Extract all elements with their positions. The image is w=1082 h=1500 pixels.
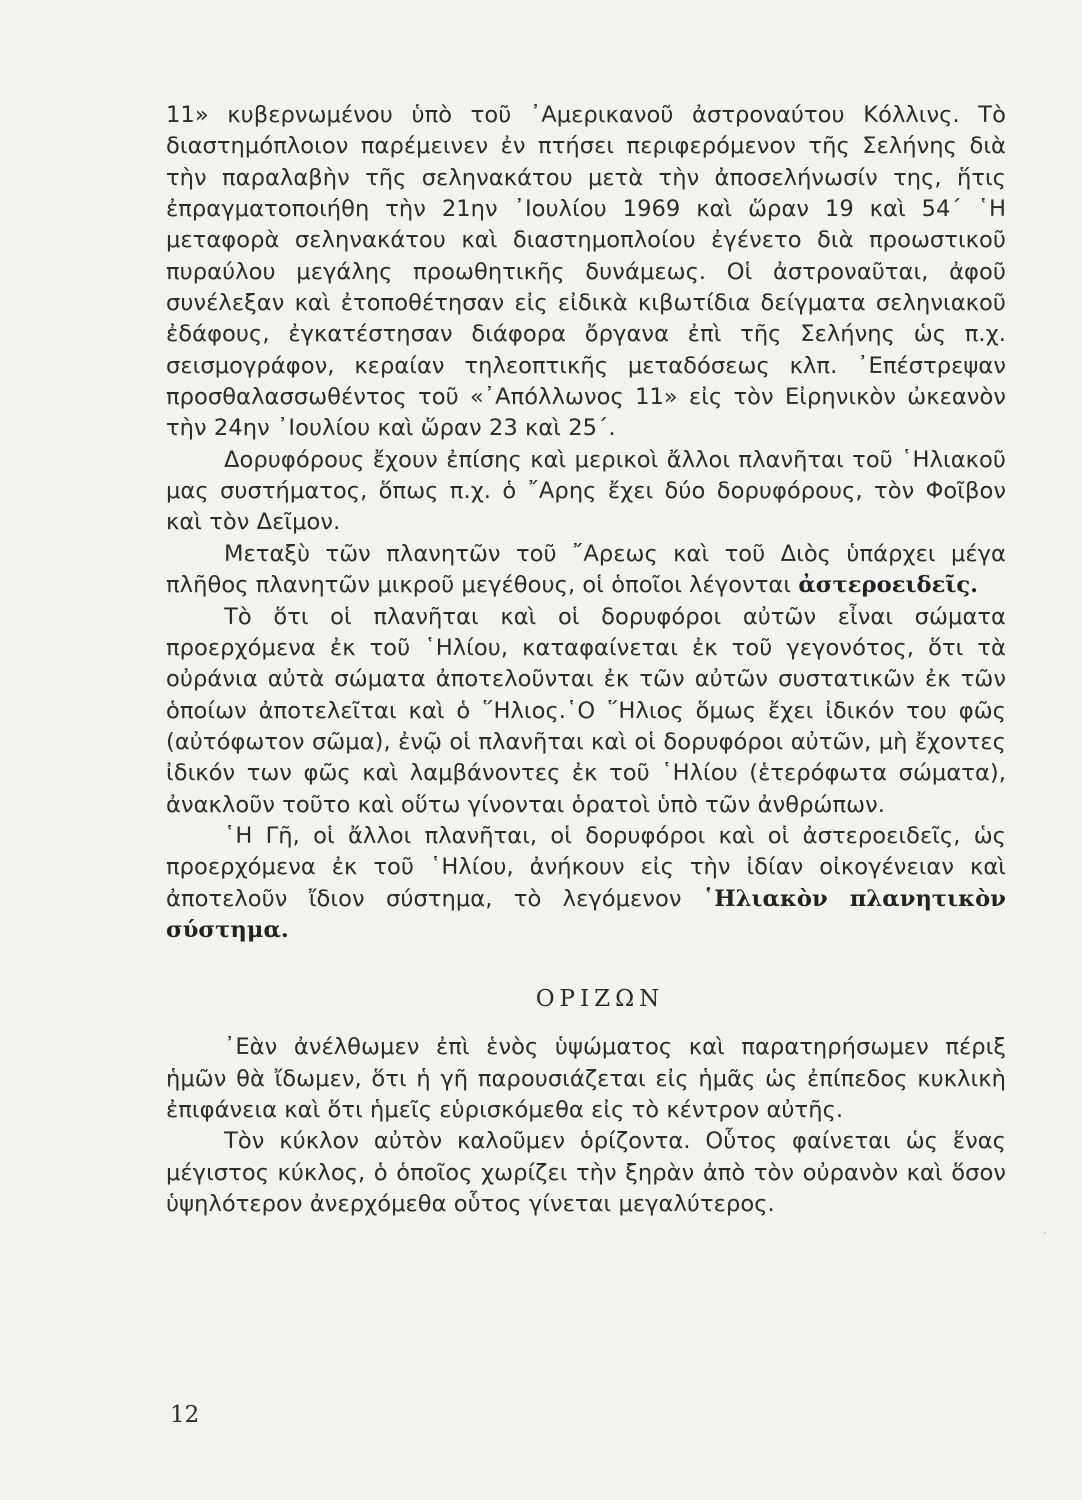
- paragraph-asteroids: [166, 539, 1006, 602]
- paragraph-sun-origin: Τὸ ὅτι οἱ πλανῆται καὶ οἱ δορυφόροι αὐτῶν εἶναι σώματα προερχόμενα ἐκ τοῦ ῾Ηλίου, καταφαίνεται ἐκ τοῦ γεγονότος, ὅτι τὰ οὐράνια αὐτὰ σώματα ἀποτελοῦνται ἐκ τῶν αὐτῶν συστατικῶν ἐκ τῶν ὁποίων ἀποτελεῖται καὶ ὁ ῞Ηλιος.῾Ο ῞Ηλιος ὅμως ἔχει ἰδικόν του φῶς (αὐτόφωτον σῶμα), ἐνῷ οἱ πλανῆται καὶ οἱ δορυφόροι αὐτῶν, μὴ ἔχοντες ἰδικόν των φῶς καὶ λαμβάνοντες ἐκ τοῦ ῾Ηλίου (ἑτερόφωτα σώματα), ἀνακλοῦν τοῦτο καὶ οὕτω γίνονται ὁρατοὶ ὑπὸ τῶν ἀνθρώπων.: [166, 603, 1006, 818]
- paragraph-apollo-mission: 11» κυβερνωμένου ὑπὸ τοῦ ᾿Αμερικανοῦ ἀστροναύτου Κόλλινς. Τὸ διαστημόπλοιον παρέμεινεν ἐν πτήσει περιφερόμενον τῆς Σελήνης διὰ τὴν παραλαβὴν τῆς σεληνακάτου μετὰ τὴν ἀποσελήνωσίν της, ἥτις ἐπραγματοποιήθη τὴν 21ην ᾿Ιουλίου 1969 καὶ ὥραν 19 καὶ 54΄ ῾Η μεταφορὰ σεληνακάτου καὶ διαστημοπλοίου ἐγένετο διὰ προωστικοῦ πυραύλου μεγάλης προωθητικῆς δυνάμεως. Οἱ ἀστροναῦται, ἀφοῦ συνέλεξαν καὶ ἐτοποθέτησαν εἰς εἰδικὰ κιβωτίδια δείγματα σεληνιακοῦ ἐδάφους, ἐγκατέστησαν διάφορα ὄργανα ἐπὶ τῆς Σελήνης ὡς π.χ. σεισμογράφον, κεραίαν τηλεοπτικῆς μεταδόσεως κλπ. ᾿Επέστρεψαν προσθαλασσωθέντος τοῦ «᾿Απόλλωνος 11» εἰς τὸν Εἰρηνικὸν ὠκεανὸν τὴν 24ην ᾿Ιουλίου καὶ ὥραν 23 καὶ 25΄.: [166, 102, 1006, 442]
- section-heading-horizon: ΟΡΙΖΩΝ: [535, 986, 665, 1013]
- asteroids-text: Μεταξὺ τῶν πλανητῶν τοῦ ῎Αρεως καὶ τοῦ Διὸς ὑπάρχει μέγα πλῆθος πλανητῶν μικροῦ μεγέθους, οἱ ὁποῖοι λέγονται: [166, 540, 1006, 599]
- solar-system-text: ῾Η Γῆ, οἱ ἄλλοι πλανῆται, οἱ δορυφόροι καὶ οἱ ἀστεροειδεῖς, ὡς προερχόμενα ἐκ τοῦ ῾Ηλίου, ἀνήκουν εἰς τὴν ἰδίαν οἰκογένειαν καὶ ἀποτελοῦν ἴδιον σύστημα, τὸ λεγόμενον: [166, 822, 1006, 912]
- paragraph-horizon-definition: Τὸν κύκλον αὐτὸν καλοῦμεν ὁρίζοντα. Οὗτος φαίνεται ὡς ἕνας μέγιστος κύκλος, ὁ ὁποῖος χωρίζει τὴν ξηρὰν ἀπὸ τὸν οὐρανὸν καὶ ὅσον ὑψηλότερον ἀνερχόμεθα οὗτος γίνεται μεγαλύτερος.: [166, 1128, 1006, 1217]
- paragraph-solar-system: [166, 821, 1006, 946]
- paragraph-other-satellites: Δορυφόρους ἔχουν ἐπίσης καὶ μερικοὶ ἄλλοι πλανῆται τοῦ ῾Ηλιακοῦ μας συστήματος, ὅπως π.χ. ὁ ῎Αρης ἔχει δύο δορυφόρους, τὸν Φοῖβον καὶ τὸν Δεῖμον.: [166, 446, 1006, 536]
- solar-system-term: ῾Ηλιακὸν πλανητικὸν σύστημα.: [166, 885, 1006, 943]
- asteroids-term: ἀστεροειδεῖς.: [798, 572, 979, 599]
- paragraph-horizon-observation: ᾿Εὰν ἀνέλθωμεν ἐπὶ ἑνὸς ὑψώματος καὶ παρατηρήσωμεν πέριξ ἡμῶν θὰ ἴδωμεν, ὅτι ἡ γῆ παρουσιάζεται εἰς ἡμᾶς ὡς ἐπίπεδος κυκλικὴ ἐπιφάνεια καὶ ὅτι ἡμεῖς εὑρισκόμεθα εἰς τὸ κέντρον αὐτῆς.: [166, 1034, 1006, 1123]
- page-number: 12: [170, 1402, 200, 1428]
- paper-speck-mark: ·: [1043, 1226, 1047, 1240]
- page-body: [166, 100, 1006, 1220]
